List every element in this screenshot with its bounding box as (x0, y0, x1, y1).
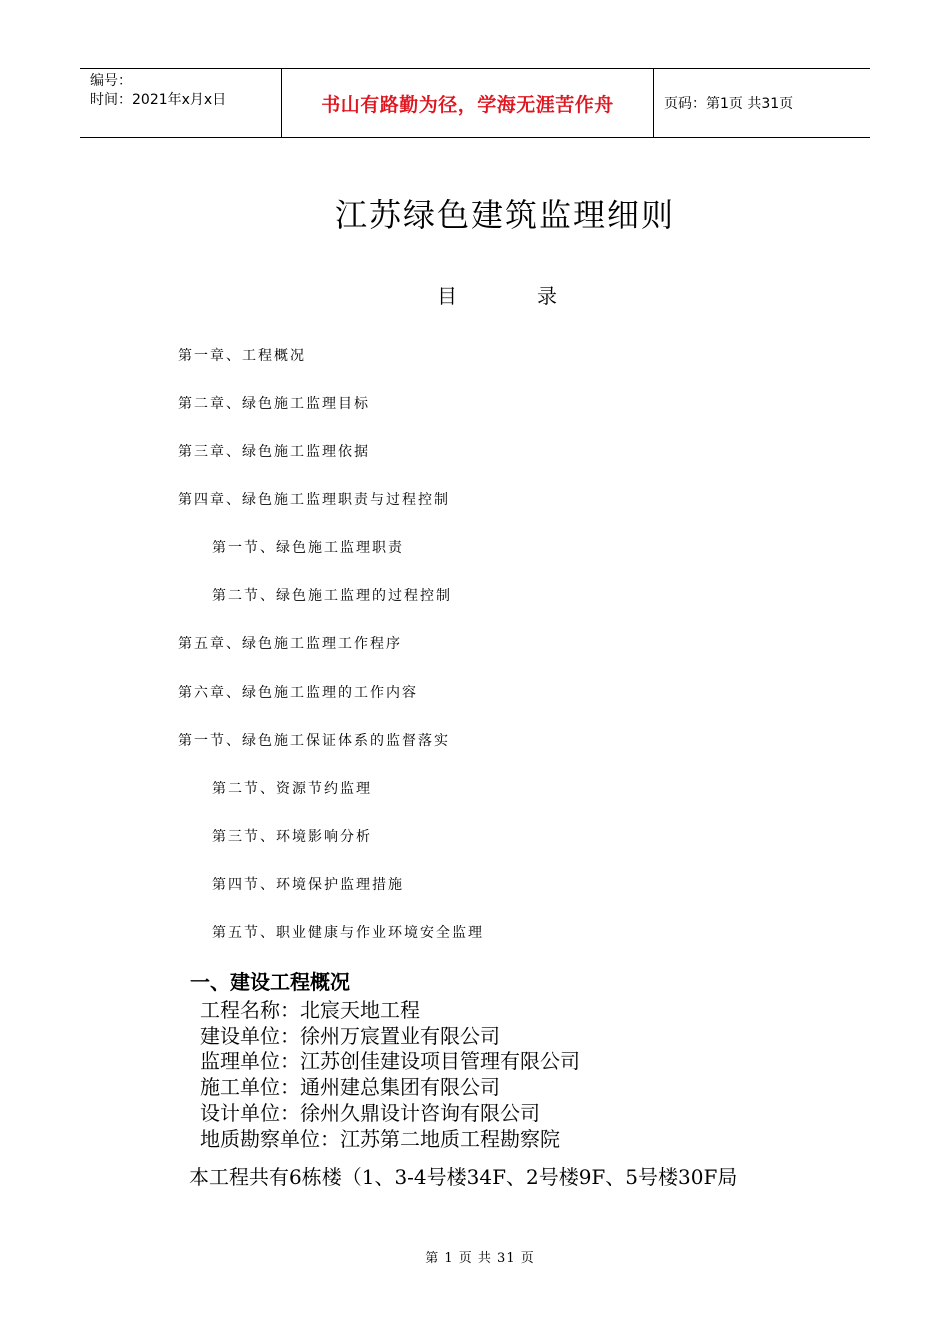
document-title: 江苏绿色建筑监理细则 (334, 196, 675, 234)
toc-item[interactable]: 第四节、环境保护监理措施 (212, 877, 404, 893)
header-meta-cell (80, 69, 282, 137)
toc-item[interactable]: 第三节、环境影响分析 (212, 829, 372, 845)
survey-unit-line: 地质勘察单位：江苏第二地质工程勘察院 (200, 1127, 560, 1151)
toc-item[interactable]: 第一节、绿色施工保证体系的监督落实 (178, 733, 450, 749)
header-slogan: 书山有路勤为径，学海无涯苦作舟 (282, 69, 654, 137)
section-heading: 一、建设工程概况 (190, 970, 350, 994)
toc-heading-left: 目 (437, 284, 457, 308)
construction-unit-line: 建设单位：徐州万宸置业有限公司 (200, 1024, 500, 1048)
header-number-label: 编号： (90, 73, 132, 89)
project-name-line: 工程名称：北宸天地工程 (200, 998, 420, 1022)
toc-item[interactable]: 第二节、资源节约监理 (212, 781, 372, 797)
toc-item[interactable]: 第五章、绿色施工监理工作程序 (178, 636, 402, 652)
toc-item[interactable]: 第五节、职业健康与作业环境安全监理 (212, 925, 484, 941)
toc-item[interactable]: 第二节、绿色施工监理的过程控制 (212, 588, 452, 604)
toc-item[interactable]: 第三章、绿色施工监理依据 (178, 444, 370, 460)
page-header (80, 68, 870, 138)
toc-item[interactable]: 第一节、绿色施工监理职责 (212, 540, 404, 556)
toc-item[interactable]: 第四章、绿色施工监理职责与过程控制 (178, 492, 450, 508)
supervision-unit-line: 监理单位：江苏创佳建设项目管理有限公司 (200, 1049, 580, 1073)
toc-heading (437, 280, 557, 309)
header-time-label: 时间：2021年x月x日 (90, 92, 227, 108)
header-page-info: 页码：第1页 共31页 (664, 96, 794, 112)
toc-item[interactable]: 第一章、工程概况 (178, 348, 306, 364)
page-footer: 第 1 页 共 31 页 (425, 1251, 535, 1266)
project-description: 本工程共有6栋楼（1、3-4号楼34F、2号楼9F、5号楼30F局 (189, 1165, 738, 1189)
contractor-unit-line: 施工单位：通州建总集团有限公司 (200, 1075, 500, 1099)
toc-item[interactable]: 第二章、绿色施工监理目标 (178, 396, 370, 412)
toc-item[interactable]: 第六章、绿色施工监理的工作内容 (178, 685, 418, 701)
toc-heading-right: 录 (537, 284, 557, 308)
design-unit-line: 设计单位：徐州久鼎设计咨询有限公司 (200, 1101, 540, 1125)
